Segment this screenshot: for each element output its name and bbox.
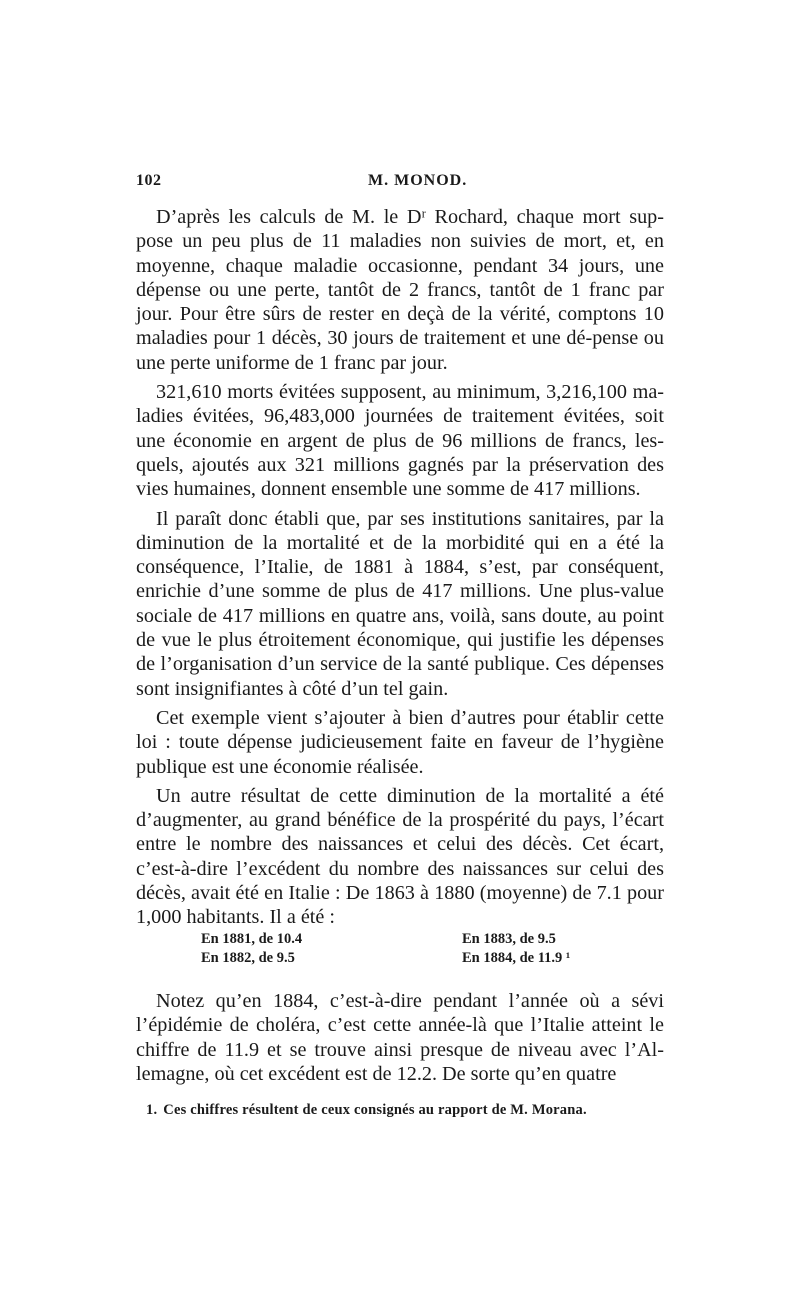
table-cell: En 1883, de 9.5 xyxy=(462,931,556,947)
page-header xyxy=(136,172,663,198)
footnote xyxy=(146,1100,666,1120)
paragraph-rochard: D’après les calculs de M. le Dʳ Rochard, chaque mort sup-pose un peu plus de 11 maladies non suivies de mort, et, en moyenne, chaque maladie occasionne, pendant 34 jours, une dépense ou une perte, tantôt de 2 francs, tantôt de 1 franc par jour. Pour être sûrs de rester en deçà de la vérité, comptons 10 maladies pour 1 décès, 30 jours de traitement et une dé-pense ou une perte uniforme de 1 franc par jour. xyxy=(136,206,664,374)
main-text xyxy=(136,205,664,935)
main-text-continued xyxy=(136,989,664,1091)
paragraph-deaths-avoided: 321,610 morts évitées supposent, au minimum, 3,216,100 ma-ladies évitées, 96,483,000 journées de traitement évitées, soit une économie en argent de plus de 96 millions de francs, les-quels, ajoutés aux 321 millions gagnés par la préservation des vies humaines, donnent ensemble une somme de 417 millions. xyxy=(136,381,664,501)
table-cell: En 1884, de 11.9 ¹ xyxy=(462,950,571,966)
table-row xyxy=(201,930,631,949)
table-cell: En 1881, de 10.4 xyxy=(201,931,303,947)
paragraph-italy-enriched: Il paraît donc établi que, par ses institutions sanitaires, par la diminution de la mortalité et de la morbidité qui en a été la conséquence, l’Italie, de 1881 à 1884, s’est, par conséquent, enrichie d’une somme de plus de 417 millions. Une plus-value sociale de 417 millions en quatre ans, voilà, sans doute, au point de vue le plus étroitement économique, qui justifie les dépenses de l’organisation d’un service de la santé publique. Ces dépenses sont insignifiantes à côté d’un tel gain. xyxy=(136,507,664,700)
footnote-text: Ces chiffres résultent de ceux consignés au rapport de M. Morana. xyxy=(163,1102,587,1118)
paragraph-hygiene-law: Cet exemple vient s’ajouter à bien d’autres pour établir cette loi : toute dépense judicieusement faite en faveur de l’hygiène publique est une économie réalisée. xyxy=(136,706,664,778)
running-head: M. MONOD. xyxy=(368,172,468,189)
table-cell: En 1882, de 9.5 xyxy=(201,950,295,966)
paragraph-cholera: Notez qu’en 1884, c’est-à-dire pendant l’année où a sévi l’épidémie de choléra, c’est cette année-là que l’Italie atteint le chiffre de 11.9 et se trouve ainsi presque de niveau avec l’Al-lemagne, où cet excédent est de 12.2. De sorte qu’en quatre xyxy=(136,990,664,1085)
page-number: 102 xyxy=(136,172,162,189)
footnote-marker: 1. xyxy=(146,1102,158,1118)
paragraph-birth-excess: Un autre résultat de cette diminution de la mortalité a été d’augmenter, au grand bénéfice de la prospérité du pays, l’écart entre le nombre des naissances et celui des décès. Cet écart, c’est-à-dire l’excédent du nombre des naissances sur celui des décès, avait été en Italie : De 1863 à 1880 (moyenne) de 7.1 pour 1,000 habitants. Il a été : xyxy=(136,784,664,929)
birth-excess-table xyxy=(201,930,631,968)
table-row xyxy=(201,949,631,968)
